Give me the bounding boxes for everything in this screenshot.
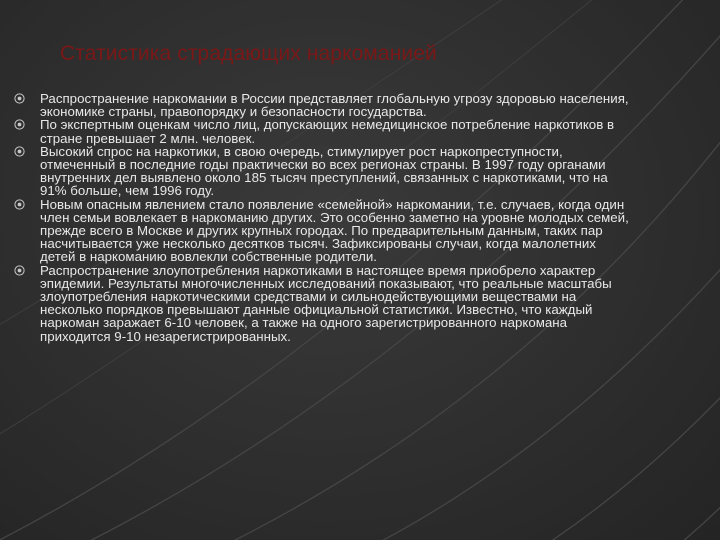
bullet-text: Высокий спрос на наркотики, в свою очередь, стимулирует рост наркопреступности, отмеченный в последние годы практически во всех регионах страны. В 1997 году органами внутренних дел выявлено около 185 тысяч преступлений, связанных с наркотиками, что на 91% больше, чем 1996 году. — [40, 143, 608, 199]
decor-arc — [470, 320, 720, 540]
circled-dot-icon — [14, 265, 25, 276]
bullet-text: Новым опасным явлением стало появление «семейной» наркомании, т.е. случаев, когда один член семьи вовлекает в наркоманию других. Это особенно заметно на уровне молодых семей, прежде всего в Москве и других крупных городах. По предварительным данным, таких пар насчитывается уже несколько десятков тысяч. Зафиксированы случаи, когда малолетних детей в наркоманию вовлекли собственные родители. — [40, 196, 629, 265]
circled-dot-icon — [14, 119, 25, 130]
bullet-list — [14, 92, 634, 343]
slide-title: Статистика страдающих наркоманией — [60, 42, 437, 65]
bullet-item — [14, 118, 634, 144]
bullet-item — [14, 92, 634, 118]
circled-dot-icon — [14, 146, 25, 157]
bullet-item — [14, 264, 634, 343]
bullet-item — [14, 198, 634, 264]
bullet-text: По экспертным оценкам число лиц, допускающих немедицинское потребление наркотиков в стране превышает 2 млн. человек. — [40, 117, 615, 146]
circled-dot-icon — [14, 93, 25, 104]
bullet-text: Распространение злоупотребления наркотиками в настоящее время приобрело характер эпидемии. Результаты многочисленных исследований показывают, что реальные масштабы злоупотребления наркотическими средствами и сильнодействующими веществами на несколько порядков превышают данные официальной статистики. Известно, что каждый наркоман заражает 6-10 человек, а также на одного зарегистрированного наркомана приходится 9-10 незарегистрированных. — [40, 262, 612, 344]
circled-dot-icon — [14, 199, 25, 210]
decor-arc — [620, 420, 720, 540]
bullet-item — [14, 145, 634, 198]
bullet-text: Распространение наркомании в России представляет глобальную угрозу здоровью населения, экономике страны, правопорядку и безопасности государства. — [40, 91, 629, 120]
